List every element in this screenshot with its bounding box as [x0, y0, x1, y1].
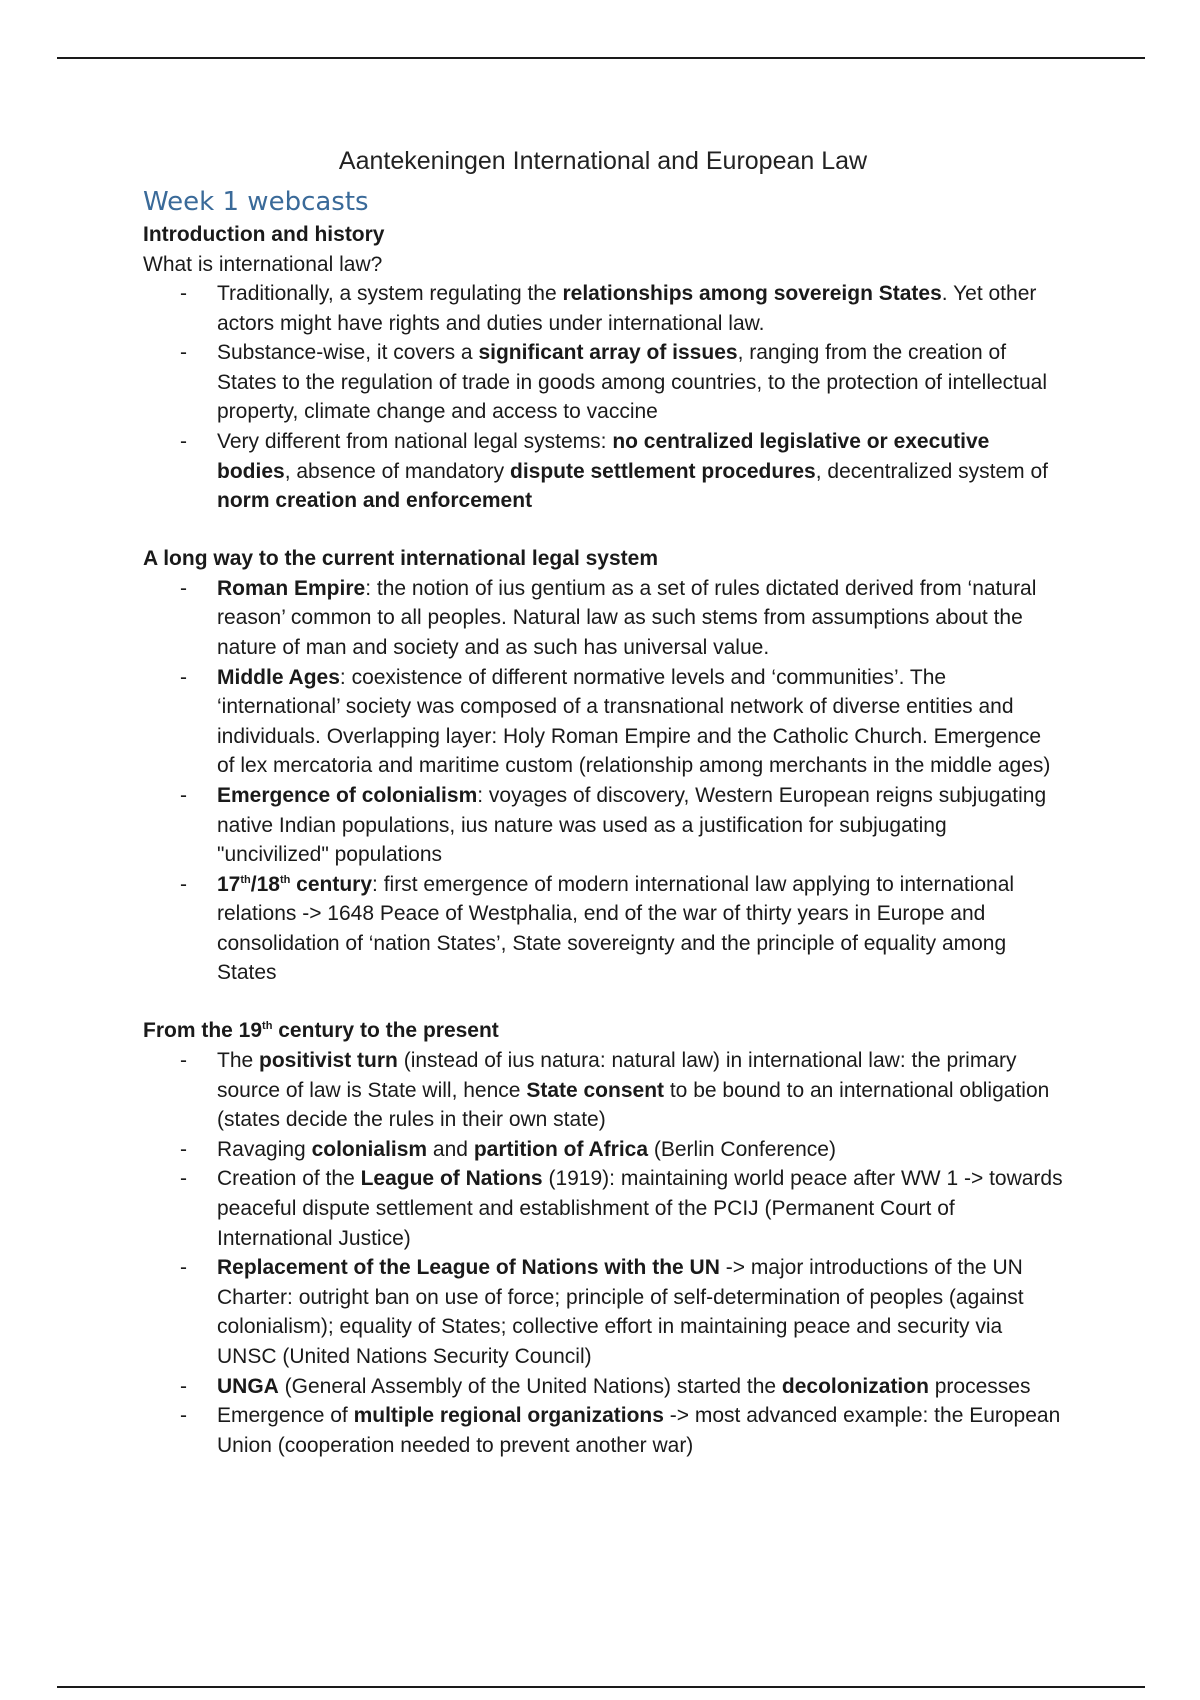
- section-heading: Introduction and history: [143, 223, 385, 246]
- bullet-item: - Middle Ages: coexistence of different normative levels and ‘communities’. The ‘international’ society was composed of a transnational network of diverse entities and individuals. Overlapping layer: Holy Roman Empire and the Catholic Church. Emergence of lex mercatoria and maritime custom (relationship among merchants in the middle ages): [143, 663, 1063, 781]
- document-title: Aantekeningen International and European Law: [338, 147, 868, 175]
- bullet-item: - The positivist turn (instead of ius natura: natural law) in international law: the primary source of law is State will, hence State consent to be bound to an international obligation (states decide the rules in their own state): [143, 1046, 1063, 1135]
- bullet-item: - 17th/18th century: first emergence of modern international law applying to international relations -> 1648 Peace of Westphalia, end of the war of thirty years in Europe and consolidation of ‘nation States’, State sovereignty and the principle of equality among States: [143, 870, 1063, 988]
- bullet-item: - Roman Empire: the notion of ius gentium as a set of rules dictated derived from ‘natural reason’ common to all peoples. Natural law as such stems from assumptions about the nature of man and society and as such has universal value.: [143, 574, 1063, 663]
- bullet-item: - Traditionally, a system regulating the relationships among sovereign States. Yet other actors might have rights and duties under international law.: [143, 279, 1063, 338]
- section-long-way: [143, 544, 1063, 988]
- section-19th-century: [143, 1016, 1063, 1460]
- bullet-list: [143, 1046, 1063, 1460]
- bullet-item: - Emergence of multiple regional organizations -> most advanced example: the European Union (cooperation needed to prevent another war): [143, 1401, 1063, 1460]
- week-heading: Week 1 webcasts: [143, 187, 369, 217]
- section-introduction-history: [143, 220, 1063, 516]
- section-heading: A long way to the current international legal system: [143, 546, 658, 570]
- bullet-item: - Creation of the League of Nations (1919): maintaining world peace after WW 1 -> towards peaceful dispute settlement and establishment of the PCIJ (Permanent Court of International Justice): [143, 1164, 1063, 1253]
- section-intro-question: What is international law?: [143, 253, 383, 276]
- section-spacer: [143, 516, 1063, 544]
- bullet-item: - Very different from national legal systems: no centralized legislative or executive bodies, absence of mandatory dispute settlement procedures, decentralized system of norm creation and enforcement: [143, 427, 1063, 516]
- bullet-item: - Substance-wise, it covers a significant array of issues, ranging from the creation of States to the regulation of trade in goods among countries, to the protection of intellectual property, climate change and access to vaccine: [143, 338, 1063, 427]
- bullet-item: - Emergence of colonialism: voyages of discovery, Western European reigns subjugating native Indian populations, ius nature was used as a justification for subjugating "uncivilized" populations: [143, 781, 1063, 870]
- bullet-item: - Ravaging colonialism and partition of Africa (Berlin Conference): [143, 1135, 1063, 1165]
- section-spacer: [143, 988, 1063, 1016]
- bottom-page-rule: [57, 1686, 1145, 1688]
- document-body: [143, 140, 1063, 1460]
- bullet-list: [143, 279, 1063, 516]
- bullet-item: - UNGA (General Assembly of the United Nations) started the decolonization processes: [143, 1372, 1063, 1402]
- bullet-item: - Replacement of the League of Nations with the UN -> major introductions of the UN Charter: outright ban on use of force; principle of self-determination of peoples (against colonialism); equality of States; collective effort in maintaining peace and security via UNSC (United Nations Security Council): [143, 1253, 1063, 1371]
- top-page-rule: [57, 57, 1145, 59]
- section-heading: From the 19th century to the present: [143, 1019, 499, 1043]
- bullet-list: [143, 574, 1063, 988]
